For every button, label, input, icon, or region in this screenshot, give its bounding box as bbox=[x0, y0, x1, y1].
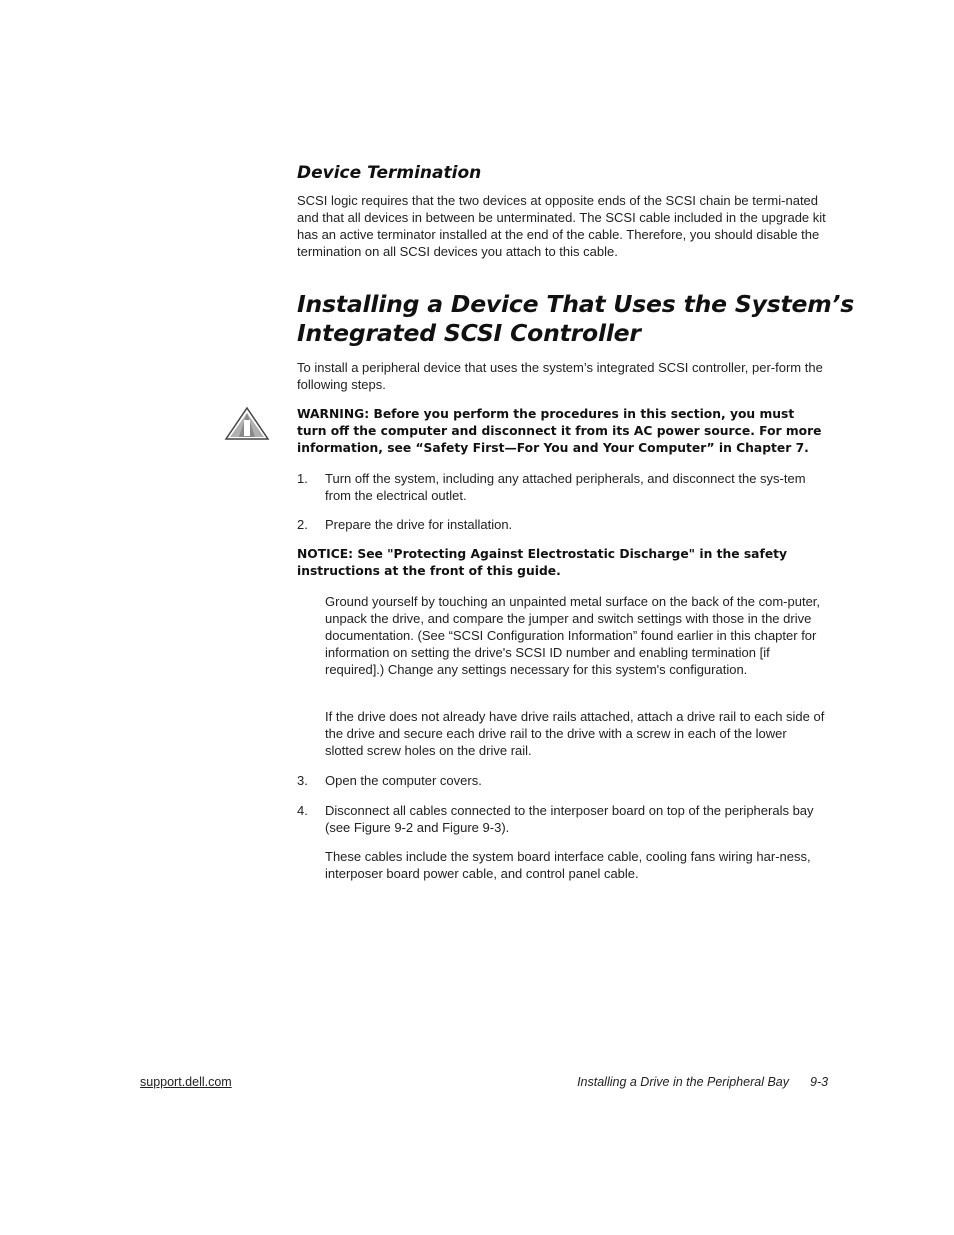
intro-container bbox=[297, 359, 827, 393]
intro-text: To install a peripheral device that uses the system’s integrated SCSI controller, per-form the following steps. bbox=[297, 360, 823, 392]
step-number: 3. bbox=[297, 773, 308, 788]
step-text: Prepare the drive for installation. bbox=[325, 517, 513, 532]
step4-para: These cables include the system board interface cable, cooling fans wiring har-ness, interposer board power cable, and control panel cable. bbox=[325, 849, 811, 881]
step-number: 1. bbox=[297, 471, 308, 486]
page-title-line2: Integrated SCSI Controller bbox=[297, 319, 641, 347]
section-body-container bbox=[297, 192, 827, 260]
page-title-line1: Installing a Device That Uses the System’s bbox=[297, 290, 855, 318]
notice-text: NOTICE: See "Protecting Against Electrostatic Discharge" in the safety instructions at the front of this guide. bbox=[297, 547, 788, 578]
step-text: Turn off the system, including any attached peripherals, and disconnect the sys-tem from the electrical outlet. bbox=[325, 471, 806, 503]
step-number: 2. bbox=[297, 517, 308, 532]
step2-para2: If the drive does not already have drive rails attached, attach a drive rail to each side of the drive and secure each drive rail to the drive with a screw in each of the lower slotted screw holes on the drive rail. bbox=[325, 709, 825, 758]
page-title bbox=[297, 290, 857, 348]
step-number: 4. bbox=[297, 803, 308, 818]
section-heading: Device Termination bbox=[297, 163, 482, 183]
warning-container bbox=[297, 406, 827, 457]
footer-support-link[interactable]: support.dell.com bbox=[140, 1075, 232, 1089]
step4-para-container bbox=[325, 848, 827, 882]
step2-para1-container bbox=[325, 593, 827, 678]
step2-para2-container bbox=[325, 708, 827, 759]
warning-triangle-icon bbox=[224, 406, 270, 440]
step-text: Open the computer covers. bbox=[325, 773, 482, 788]
notice-container bbox=[297, 546, 827, 580]
footer-chapter-title: Installing a Drive in the Peripheral Bay bbox=[577, 1075, 789, 1089]
warning-text: WARNING: Before you perform the procedures in this section, you must turn off the computer and disconnect it from its AC power source. For more information, see “Safety First—For You and Your Computer” in Chapter 7. bbox=[297, 407, 822, 455]
step-text: Disconnect all cables connected to the interposer board on top of the peripherals bay (see Figure 9-2 and Figure 9-3). bbox=[325, 803, 814, 835]
footer-page-number: 9-3 bbox=[810, 1075, 829, 1089]
section-body: SCSI logic requires that the two devices at opposite ends of the SCSI chain be termi-nated and that all devices in between be unterminated. The SCSI cable included in the upgrade kit has an active terminator installed at the end of the cable. Therefore, you should disable the termination on all SCSI devices you attach to this cable. bbox=[297, 193, 826, 259]
step2-para1: Ground yourself by touching an unpainted metal surface on the back of the com-puter, unpack the drive, and compare the jumper and switch settings with those in the drive documentation. (See “SCSI Configuration Information” found earlier in this chapter for information on setting the drive's SCSI ID number and enabling termination [if required].) Change any settings necessary for this system's configuration. bbox=[325, 594, 821, 677]
